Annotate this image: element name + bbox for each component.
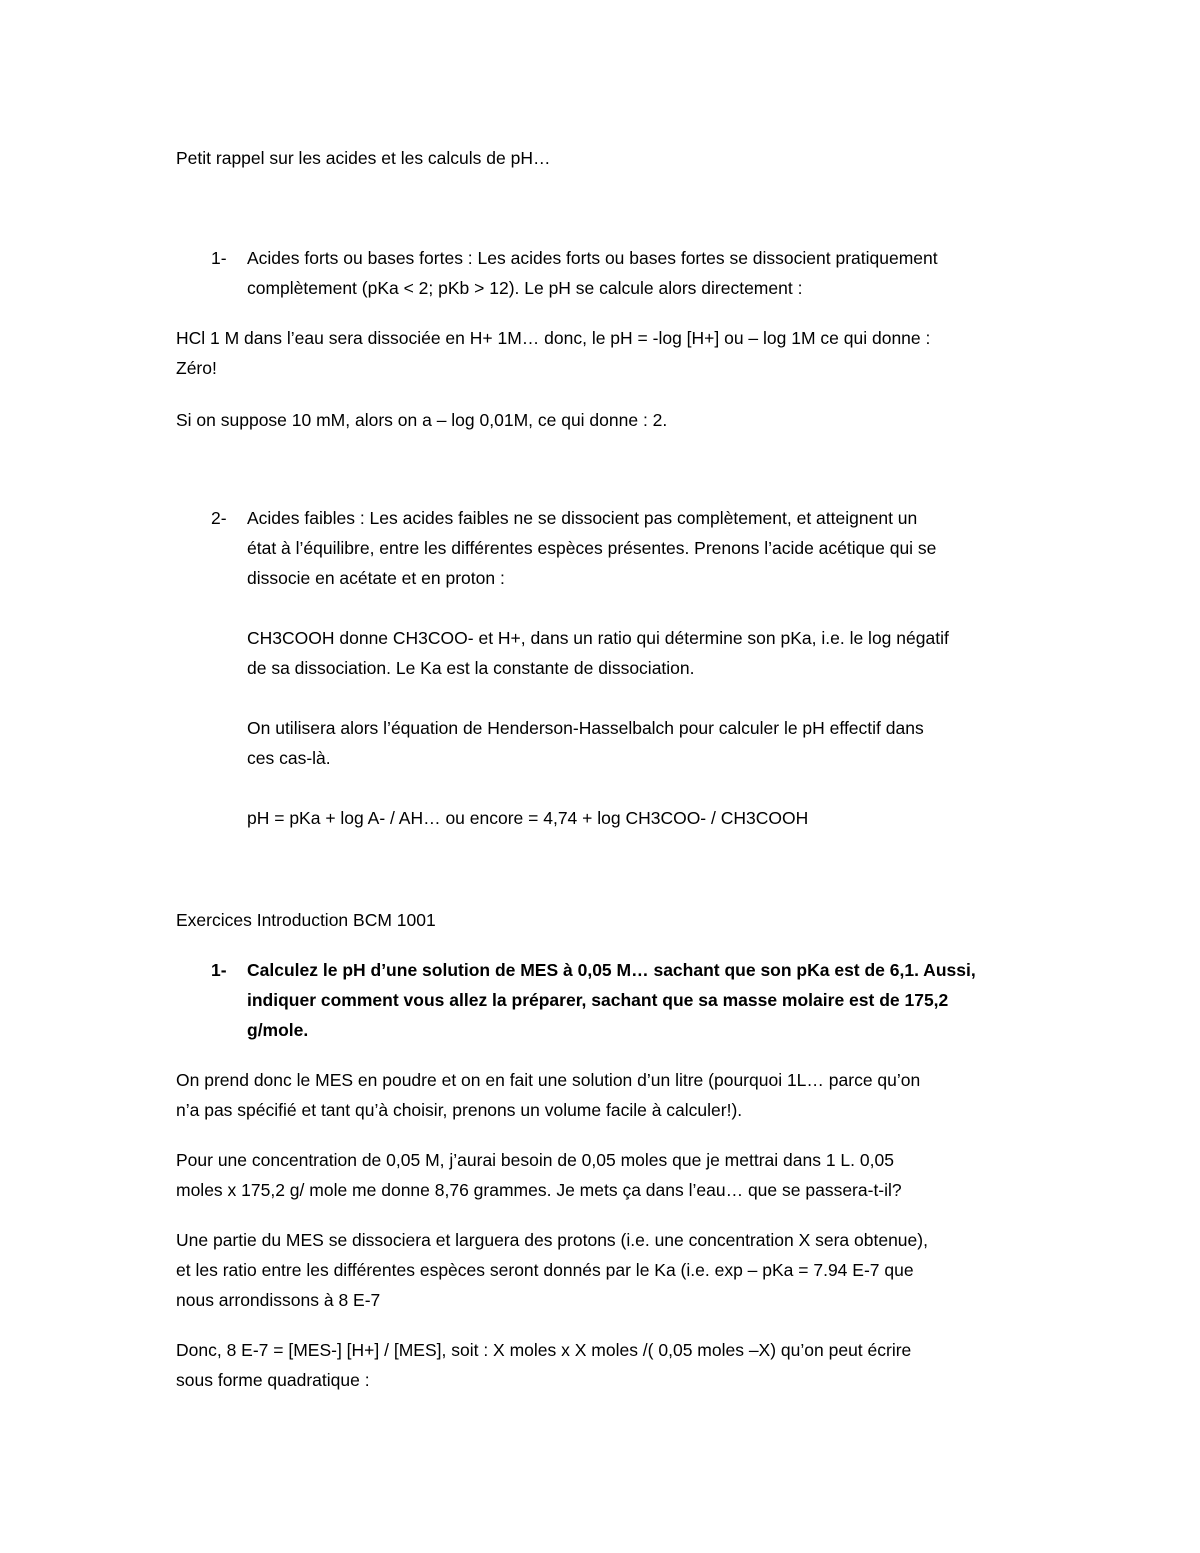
suppose-line: Si on suppose 10 mM, alors on a – log 0,01M, ce qui donne : 2. xyxy=(176,410,668,430)
section-2-para-2-line-2: de sa dissociation. Le Ka est la constante de dissociation. xyxy=(247,658,695,678)
section-1-line-2: complètement (pKa < 2; pKb > 12). Le pH se calcule alors directement : xyxy=(247,278,803,298)
exercise-1-line-3: g/mole. xyxy=(247,1020,309,1040)
answer-paragraph-1-line-1: On prend donc le MES en poudre et on en fait une solution d’un litre (pourquoi 1L… parce qu’on xyxy=(176,1070,921,1090)
hcl-line-1: HCl 1 M dans l’eau sera dissociée en H+ 1M… donc, le pH = -log [H+] ou – log 1M ce qui donne : xyxy=(176,328,931,348)
answer-paragraph-3-line-1: Une partie du MES se dissociera et larguera des protons (i.e. une concentration X sera obtenue), xyxy=(176,1230,928,1250)
document-title: Petit rappel sur les acides et les calculs de pH… xyxy=(176,148,551,168)
hcl-line-2: Zéro! xyxy=(176,358,217,378)
section-2-line-3: dissocie en acétate et en proton : xyxy=(247,568,505,588)
section-1-line-1: Acides forts ou bases fortes : Les acides forts ou bases fortes se dissocient pratiquement xyxy=(247,248,938,268)
exercise-1-line-2: indiquer comment vous allez la préparer, sachant que sa masse molaire est de 175,2 xyxy=(247,990,949,1010)
section-2-para-2-line-1: CH3COOH donne CH3COO- et H+, dans un ratio qui détermine son pKa, i.e. le log négatif xyxy=(247,628,949,648)
answer-paragraph-4-line-1: Donc, 8 E-7 = [MES-] [H+] / [MES], soit : X moles x X moles /( 0,05 moles –X) qu’on peut écrire xyxy=(176,1340,912,1360)
answer-paragraph-4-line-2: sous forme quadratique : xyxy=(176,1370,370,1390)
answer-paragraph-2-line-1: Pour une concentration de 0,05 M, j’aurai besoin de 0,05 moles que je mettrai dans 1 L. 0,05 xyxy=(176,1150,894,1170)
answer-paragraph-1-line-2: n’a pas spécifié et tant qu’à choisir, prenons un volume facile à calculer!). xyxy=(176,1100,743,1120)
answer-paragraph-2-line-2: moles x 175,2 g/ mole me donne 8,76 grammes. Je mets ça dans l’eau… que se passera-t-il? xyxy=(176,1180,902,1200)
exercise-1-line-1: Calculez le pH d’une solution de MES à 0,05 M… sachant que son pKa est de 6,1. Aussi, xyxy=(247,960,976,980)
answer-paragraph-3-line-3: nous arrondissons à 8 E-7 xyxy=(176,1290,381,1310)
section-2-line-1: Acides faibles : Les acides faibles ne se dissocient pas complètement, et atteignent un xyxy=(247,508,918,528)
section-2-line-2: état à l’équilibre, entre les différentes espèces présentes. Prenons l’acide acétique qui se xyxy=(247,538,937,558)
exercises-title: Exercices Introduction BCM 1001 xyxy=(176,910,436,930)
section-2-number: 2- xyxy=(211,508,227,528)
henderson-hasselbalch-formula: pH = pKa + log A- / AH… ou encore = 4,74 + log CH3COO- / CH3COOH xyxy=(247,808,809,828)
exercise-1-number: 1- xyxy=(211,960,227,980)
section-1-number: 1- xyxy=(211,248,227,268)
answer-paragraph-3-line-2: et les ratio entre les différentes espèces seront donnés par le Ka (i.e. exp – pKa = 7.94 E-7 que xyxy=(176,1260,914,1280)
section-2-para-3-line-1: On utilisera alors l’équation de Henderson-Hasselbalch pour calculer le pH effectif dans xyxy=(247,718,924,738)
section-2-para-3-line-2: ces cas-là. xyxy=(247,748,331,768)
